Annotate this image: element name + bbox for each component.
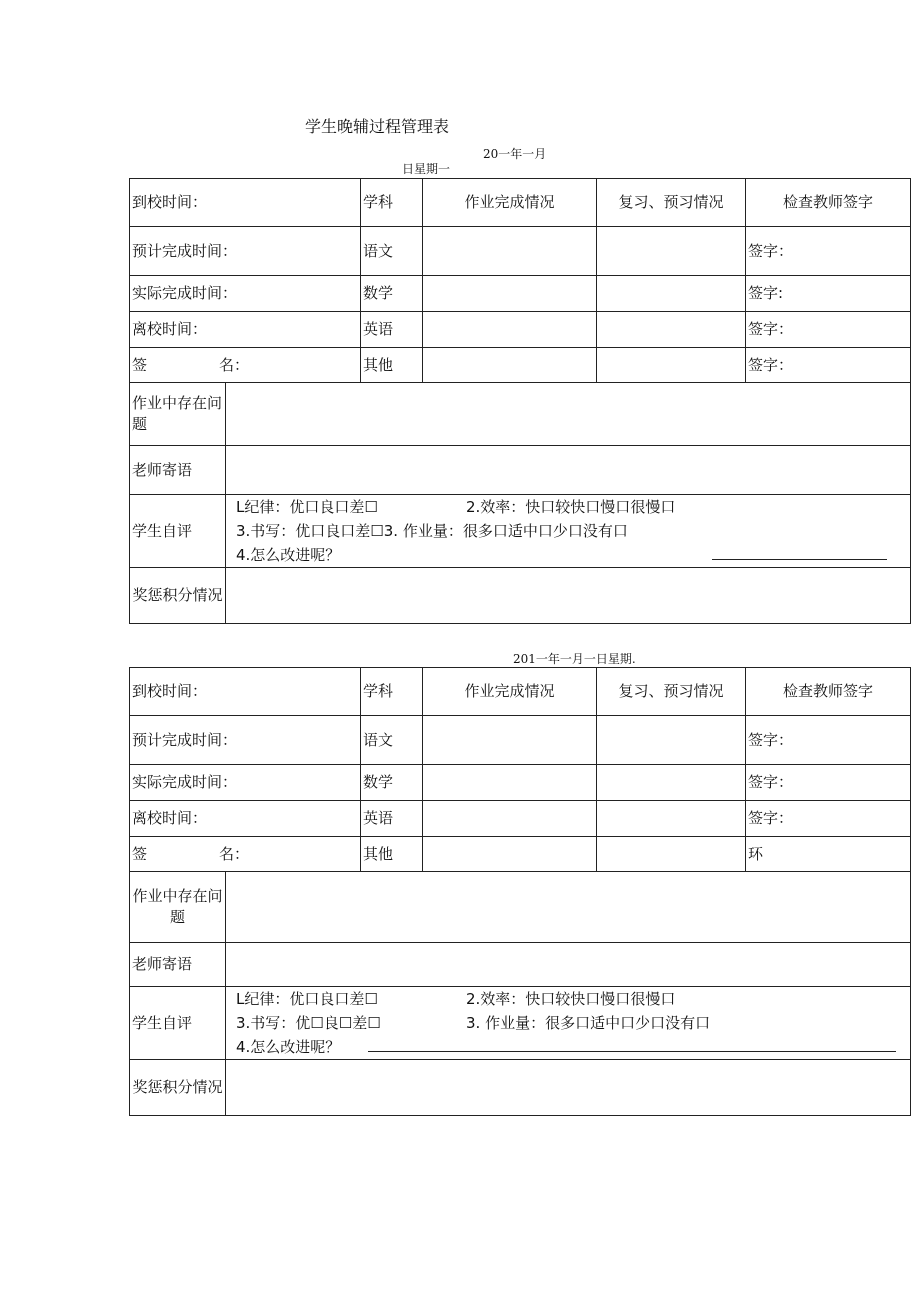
form2-table <box>129 667 911 1116</box>
subject-chinese: 语文 <box>361 716 423 765</box>
actual-finish-time-label: 实际完成时间： <box>130 765 361 801</box>
teacher-msg-label: 老师寄语 <box>130 943 226 987</box>
review-cell[interactable] <box>597 837 746 872</box>
form1-row-chinese <box>130 227 911 276</box>
review-cell[interactable] <box>597 227 746 276</box>
self-eval-line-1 <box>236 987 908 1011</box>
review-cell[interactable] <box>597 801 746 837</box>
leave-time-label: 离校时间： <box>130 312 361 348</box>
subject-chinese: 语文 <box>361 227 423 276</box>
teacher-sign-header: 检查教师签字 <box>746 179 911 227</box>
teacher-msg-label: 老师寄语 <box>130 446 226 495</box>
form2-self-eval-row <box>130 987 911 1060</box>
form2-row-other <box>130 837 911 872</box>
rewards-cell[interactable] <box>226 1060 911 1116</box>
student-sign-label <box>130 348 361 383</box>
discipline-options[interactable]: L纪律：优口良口差☐ <box>236 498 378 516</box>
problems-label: 作业中存在问题 <box>130 383 226 446</box>
form1-table <box>129 178 911 624</box>
problems-cell[interactable] <box>226 872 911 943</box>
form1-problems-row <box>130 383 911 446</box>
workload-options[interactable]: 3. 作业量：很多口适中口少口没有口 <box>466 1014 711 1032</box>
form1-date-line1: 20一年一月 <box>483 147 547 161</box>
form2-row-chinese <box>130 716 911 765</box>
homework-cell[interactable] <box>423 801 597 837</box>
sign-cell[interactable]: 签字： <box>746 801 911 837</box>
sign-cell[interactable]: 签字： <box>746 348 911 383</box>
self-eval-line-3 <box>236 1035 908 1059</box>
form2-date-line: 201一年一月一日星期. <box>513 652 636 666</box>
improvement-answer-line[interactable] <box>368 1037 896 1052</box>
self-eval-label: 学生自评 <box>130 495 226 568</box>
self-eval-line-3 <box>236 543 908 567</box>
review-header: 复习、预习情况 <box>597 668 746 716</box>
self-eval-cell <box>226 987 911 1060</box>
problems-cell[interactable] <box>226 383 911 446</box>
student-sign-label <box>130 837 361 872</box>
rewards-cell[interactable] <box>226 568 911 624</box>
name-label: 名： <box>219 355 250 374</box>
arrival-time-label: 到校时间： <box>130 179 361 227</box>
form1-header-row <box>130 179 911 227</box>
form1-self-eval-row <box>130 495 911 568</box>
teacher-msg-cell[interactable] <box>226 446 911 495</box>
self-eval-line-1 <box>236 495 908 519</box>
improvement-question: 4.怎么改进呢？ <box>236 1038 341 1056</box>
rewards-label: 奖惩积分情况 <box>130 1060 226 1116</box>
homework-cell[interactable] <box>423 276 597 312</box>
planned-finish-time-label: 预计完成时间： <box>130 227 361 276</box>
sign-cell[interactable]: 签字： <box>746 227 911 276</box>
homework-header: 作业完成情况 <box>423 668 597 716</box>
subject-math: 数学 <box>361 276 423 312</box>
self-eval-label: 学生自评 <box>130 987 226 1060</box>
form2-rewards-row <box>130 1060 911 1116</box>
homework-header: 作业完成情况 <box>423 179 597 227</box>
homework-cell[interactable] <box>423 312 597 348</box>
efficiency-options[interactable]: 2.效率：快口较快口慢口很慢口 <box>466 498 676 516</box>
teacher-msg-cell[interactable] <box>226 943 911 987</box>
sign-char: 签 <box>132 844 148 863</box>
writing-options[interactable]: 3.书写：优☐良☐差☐ <box>236 1014 381 1032</box>
homework-cell[interactable] <box>423 348 597 383</box>
homework-cell[interactable] <box>423 716 597 765</box>
homework-cell[interactable] <box>423 765 597 801</box>
subject-english: 英语 <box>361 312 423 348</box>
subject-other: 其他 <box>361 348 423 383</box>
subject-english: 英语 <box>361 801 423 837</box>
discipline-options[interactable]: L纪律：优口良口差☐ <box>236 990 378 1008</box>
form1-date-line2: 日星期一 <box>402 162 451 176</box>
subject-other: 其他 <box>361 837 423 872</box>
self-eval-line-2 <box>236 1011 908 1035</box>
arrival-time-label: 到校时间： <box>130 668 361 716</box>
form2-teacher-msg-row <box>130 943 911 987</box>
form1-row-other <box>130 348 911 383</box>
form1-teacher-msg-row <box>130 446 911 495</box>
review-cell[interactable] <box>597 276 746 312</box>
review-cell[interactable] <box>597 312 746 348</box>
sign-char: 签 <box>132 355 148 374</box>
review-cell[interactable] <box>597 765 746 801</box>
form2-header-row <box>130 668 911 716</box>
review-header: 复习、预习情况 <box>597 179 746 227</box>
sign-cell[interactable]: 签字： <box>746 765 911 801</box>
rewards-label: 奖惩积分情况 <box>130 568 226 624</box>
self-eval-cell <box>226 495 911 568</box>
form1-row-math <box>130 276 911 312</box>
efficiency-options[interactable]: 2.效率：快口较快口慢口很慢口 <box>466 990 676 1008</box>
planned-finish-time-label: 预计完成时间： <box>130 716 361 765</box>
form1-rewards-row <box>130 568 911 624</box>
teacher-sign-header: 检查教师签字 <box>746 668 911 716</box>
form2-problems-row <box>130 872 911 943</box>
page-title: 学生晚辅过程管理表 <box>305 117 450 136</box>
form1-row-english <box>130 312 911 348</box>
subject-math: 数学 <box>361 765 423 801</box>
subject-header: 学科 <box>361 179 423 227</box>
subject-header: 学科 <box>361 668 423 716</box>
actual-finish-time-label: 实际完成时间： <box>130 276 361 312</box>
sign-cell[interactable]: 签字： <box>746 312 911 348</box>
writing-workload-options[interactable]: 3.书写：优口良口差☐3. 作业量：很多口适中口少口没有口 <box>236 522 628 540</box>
form2-row-english <box>130 801 911 837</box>
review-cell[interactable] <box>597 348 746 383</box>
sign-cell[interactable]: 签字: <box>746 276 911 312</box>
sign-cell[interactable]: 环 <box>746 837 911 872</box>
form2-row-math <box>130 765 911 801</box>
leave-time-label: 离校时间： <box>130 801 361 837</box>
review-cell[interactable] <box>597 716 746 765</box>
improvement-question: 4.怎么改进呢？ <box>236 546 341 564</box>
name-label: 名： <box>219 844 250 863</box>
homework-cell[interactable] <box>423 227 597 276</box>
self-eval-line-2 <box>236 519 908 543</box>
homework-cell[interactable] <box>423 837 597 872</box>
problems-label: 作业中存在问题 <box>130 872 226 943</box>
improvement-answer-line[interactable] <box>712 545 887 560</box>
sign-cell[interactable]: 签字： <box>746 716 911 765</box>
